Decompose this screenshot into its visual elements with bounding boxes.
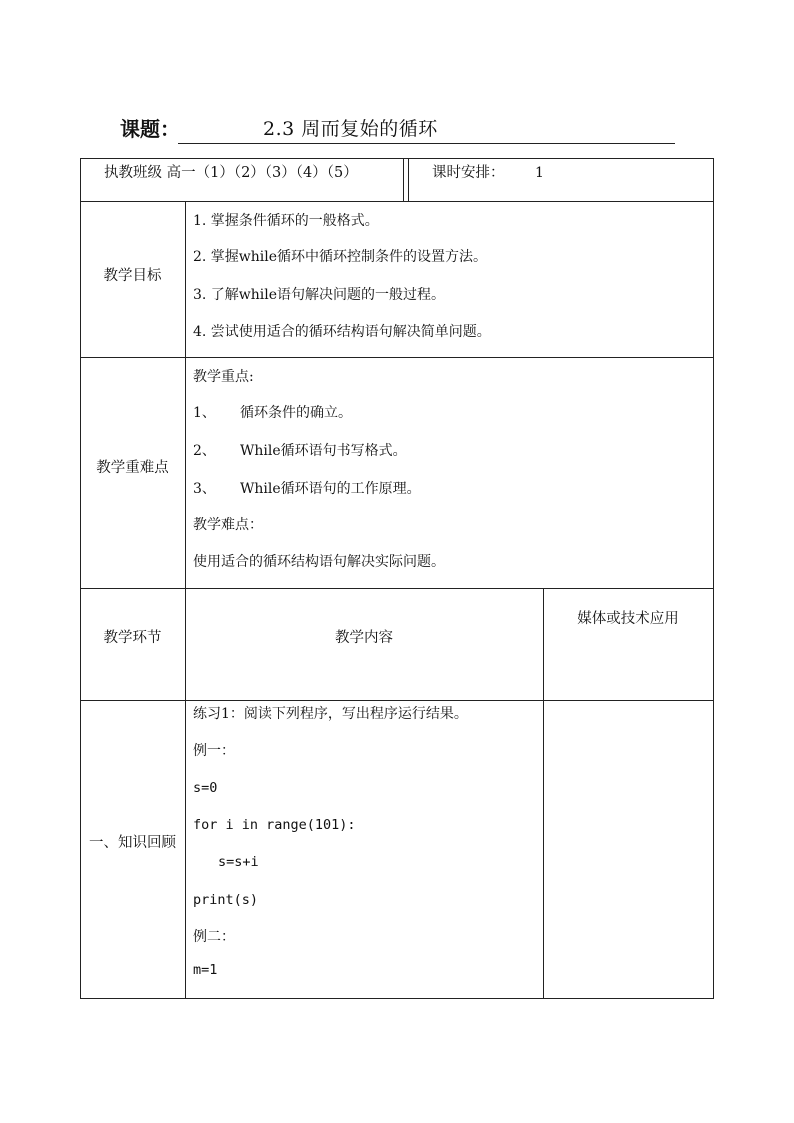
focus-item-text: While循环语句书写格式。 <box>240 443 407 459</box>
focus-item-number: 1、 <box>193 405 216 421</box>
difficulty-text: 使用适合的循环结构语句解决实际问题。 <box>193 554 445 570</box>
objective-item: 2. 掌握while循环中循环控制条件的设置方法。 <box>193 249 488 265</box>
exercise-text: 练习1：阅读下列程序，写出程序运行结果。 <box>193 706 468 722</box>
focus-item-text: 循环条件的确立。 <box>240 405 352 421</box>
example-label: 例一： <box>193 743 235 759</box>
class-label: 执教班级 高一（1）（2）（3）（4）（5） <box>104 165 358 181</box>
schedule-label: 课时安排： <box>432 165 505 181</box>
content-column-header: 教学内容 <box>335 630 393 646</box>
code-line: m=1 <box>193 962 218 978</box>
row-divider <box>80 357 713 358</box>
title-underline <box>178 143 675 144</box>
table-border-right <box>713 158 714 998</box>
review-stage: 一、知识回顾 <box>89 835 176 851</box>
column-divider <box>543 588 544 998</box>
code-line: for i in range(101): <box>193 817 356 833</box>
code-line: s=0 <box>193 780 218 796</box>
code-line: print(s) <box>193 892 259 908</box>
focus-item-text: While循环语句的工作原理。 <box>240 481 421 497</box>
objective-item: 4. 尝试使用适合的循环结构语句解决简单问题。 <box>193 324 491 340</box>
page-title: 2.3 周而复始的循环 <box>263 118 438 140</box>
schedule-value: 1 <box>535 165 544 181</box>
focus-item-number: 2、 <box>193 443 216 459</box>
media-column-header: 媒体或技术应用 <box>577 611 679 627</box>
code-line: s=s+i <box>218 854 259 870</box>
difficulty-label: 教学难点： <box>193 517 263 533</box>
row-divider <box>80 700 713 701</box>
objectives-header: 教学目标 <box>103 268 162 284</box>
column-divider <box>408 158 409 201</box>
table-border-top <box>80 158 713 159</box>
objective-item: 1. 掌握条件循环的一般格式。 <box>193 213 379 229</box>
column-divider <box>403 158 404 201</box>
focus-label: 教学重点: <box>193 369 254 385</box>
title-label: 课题： <box>120 117 180 141</box>
stage-column-header: 教学环节 <box>103 630 162 646</box>
example-label: 例二： <box>193 929 235 945</box>
row-divider <box>80 201 713 202</box>
table-border-bottom <box>80 998 714 999</box>
objective-item: 3. 了解while语句解决问题的一般过程。 <box>193 287 446 303</box>
focus-item-number: 3、 <box>193 481 216 497</box>
column-divider <box>185 201 186 998</box>
key-points-header: 教学重难点 <box>96 460 169 476</box>
row-divider <box>80 588 713 589</box>
